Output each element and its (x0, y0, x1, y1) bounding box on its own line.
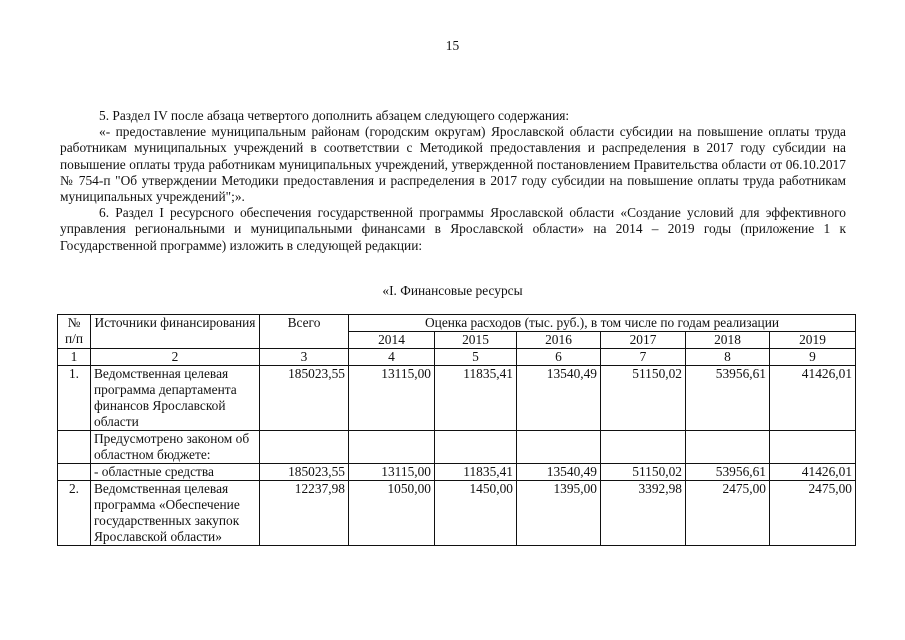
row-value (349, 431, 435, 464)
table-row (58, 431, 856, 464)
row-value: 1050,00 (349, 481, 435, 546)
row-value: 41426,01 (770, 366, 856, 431)
paragraph-5-insert: «- предоставление муниципальным районам (городским округам) Ярославской области субсидии на повышение оплаты труда работникам муниципальных учреждений в соответствии с Методикой предоставления и распределения в 2017 году субсидии на повышение оплаты труда работникам муниципальных учреждений, утвержденной постановлением Правительства области от 06.10.2017 № 754-п "Об утверждении Методики предоставления и распределения в 2017 году субсидии на повышение оплаты труда работникам муниципальных учреждений";». (60, 124, 846, 205)
header-year: 2018 (686, 332, 770, 349)
row-value: 3392,98 (601, 481, 686, 546)
row-value (435, 431, 517, 464)
row-value: 11835,41 (435, 464, 517, 481)
row-value: 11835,41 (435, 366, 517, 431)
row-num (58, 431, 91, 464)
section-title: «I. Финансовые ресурсы (382, 283, 523, 298)
table-row (58, 464, 856, 481)
row-value: 1450,00 (435, 481, 517, 546)
table-row (58, 481, 856, 546)
row-value: 2475,00 (770, 481, 856, 546)
row-value: 51150,02 (601, 366, 686, 431)
column-number: 6 (517, 349, 601, 366)
header-year: 2017 (601, 332, 686, 349)
column-number-row (58, 349, 856, 366)
row-value: 13540,49 (517, 464, 601, 481)
row-source: Предусмотрено законом об областном бюджете: (91, 431, 260, 464)
header-year: 2016 (517, 332, 601, 349)
row-value: 2475,00 (686, 481, 770, 546)
column-number: 7 (601, 349, 686, 366)
row-value: 13540,49 (517, 366, 601, 431)
header-source: Источники финансирования (91, 315, 260, 349)
table-header-row-1 (58, 315, 856, 332)
table-row (58, 366, 856, 431)
header-estimate: Оценка расходов (тыс. руб.), в том числе по годам реализации (349, 315, 856, 332)
row-value: 53956,61 (686, 464, 770, 481)
row-value (770, 431, 856, 464)
row-value: 13115,00 (349, 366, 435, 431)
header-year: 2019 (770, 332, 856, 349)
header-year: 2014 (349, 332, 435, 349)
row-total (260, 431, 349, 464)
header-total: Всего (260, 315, 349, 349)
row-num: 1. (58, 366, 91, 431)
row-value: 51150,02 (601, 464, 686, 481)
page-number: 15 (445, 38, 460, 53)
header-num: № п/п (58, 315, 91, 349)
paragraph-5: 5. Раздел IV после абзаца четвертого дополнить абзацем следующего содержания: (99, 108, 570, 123)
row-source: Ведомственная целевая программа департамента финансов Ярославской области (91, 366, 260, 431)
row-source: - областные средства (91, 464, 260, 481)
row-total: 185023,55 (260, 464, 349, 481)
column-number: 9 (770, 349, 856, 366)
column-number: 8 (686, 349, 770, 366)
row-num (58, 464, 91, 481)
body-text (60, 108, 846, 254)
row-source: Ведомственная целевая программа «Обеспечение государственных закупок Ярославской области» (91, 481, 260, 546)
header-year: 2015 (435, 332, 517, 349)
row-total: 185023,55 (260, 366, 349, 431)
column-number: 4 (349, 349, 435, 366)
row-value: 1395,00 (517, 481, 601, 546)
row-value: 41426,01 (770, 464, 856, 481)
row-value: 13115,00 (349, 464, 435, 481)
column-number: 2 (91, 349, 260, 366)
column-number: 1 (58, 349, 91, 366)
row-value: 53956,61 (686, 366, 770, 431)
row-value (601, 431, 686, 464)
row-value (517, 431, 601, 464)
column-number: 5 (435, 349, 517, 366)
row-total: 12237,98 (260, 481, 349, 546)
column-number: 3 (260, 349, 349, 366)
finance-table (57, 314, 856, 546)
row-value (686, 431, 770, 464)
row-num: 2. (58, 481, 91, 546)
paragraph-6: 6. Раздел I ресурсного обеспечения государственной программы Ярославской области «Создание условий для эффективного управления региональными и муниципальными финансами в Ярославской области» на 2014 – 2019 годы (приложение 1 к Государственной программе) изложить в следующей редакции: (60, 205, 846, 253)
